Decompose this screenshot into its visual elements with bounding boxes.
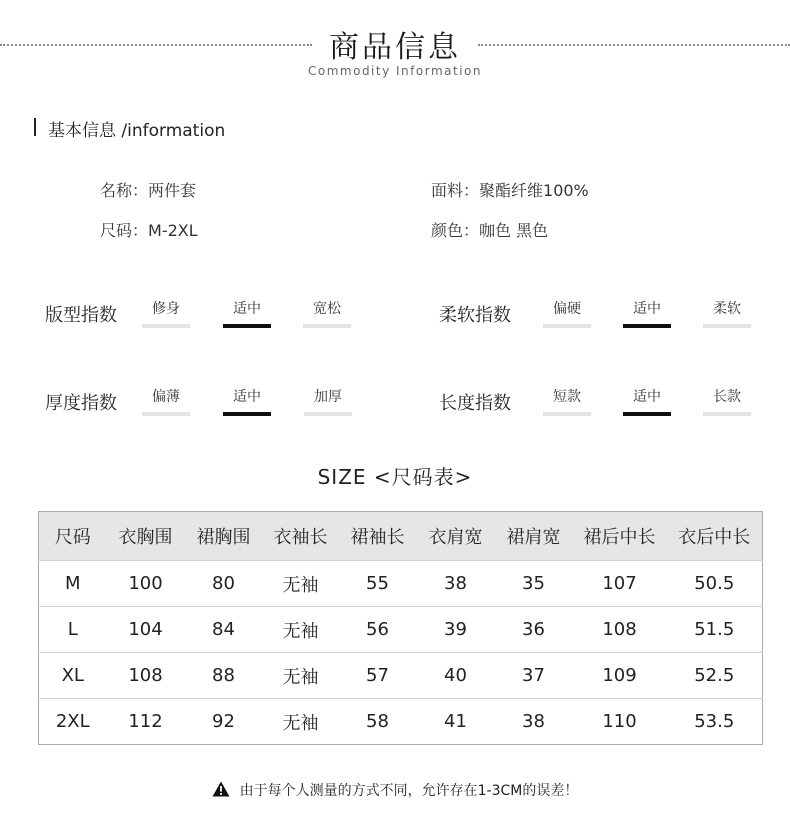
scale-bar xyxy=(304,412,352,416)
table-cell: 109 xyxy=(602,665,637,686)
table-cell: 112 xyxy=(128,711,163,732)
info-size xyxy=(100,218,198,241)
header-cell: 裙袖长 xyxy=(350,527,405,548)
scale-bar xyxy=(623,324,671,328)
table-cell: 40 xyxy=(444,665,467,686)
table-row xyxy=(39,699,763,745)
page-title: 商品信息 xyxy=(329,30,461,65)
info-size-label: 尺码： xyxy=(100,221,149,240)
fit-option-2: 宽松 xyxy=(303,298,351,328)
table-cell: M xyxy=(64,573,81,594)
table-cell: 55 xyxy=(366,573,389,594)
thickness-option-0: 偏薄 xyxy=(142,386,190,416)
info-color-value: 咖色 黑色 xyxy=(479,221,549,240)
size-table-header xyxy=(39,512,763,561)
fit-option-0: 修身 xyxy=(142,298,190,328)
table-cell: 无袖 xyxy=(282,666,319,688)
table-cell: 51.5 xyxy=(694,619,735,640)
table-row xyxy=(39,561,763,607)
scale-bar xyxy=(543,324,591,328)
measurement-note xyxy=(0,780,790,800)
table-cell: 88 xyxy=(212,665,235,686)
table-cell: 无袖 xyxy=(282,620,319,642)
header-cell: 裙胸围 xyxy=(196,527,251,548)
table-cell: 100 xyxy=(128,573,163,594)
scale-bar xyxy=(703,324,751,328)
table-cell: 38 xyxy=(444,573,467,594)
info-fabric-value: 聚酯纤维100% xyxy=(479,181,589,200)
table-cell: 57 xyxy=(366,665,389,686)
thickness-option-1: 适中 xyxy=(223,386,271,416)
scale-bar xyxy=(142,324,190,328)
scale-bar xyxy=(142,412,190,416)
section-marker xyxy=(34,118,36,136)
table-cell: 2XL xyxy=(55,711,90,732)
table-cell: 36 xyxy=(522,619,545,640)
table-cell: 35 xyxy=(522,573,545,594)
table-cell: 108 xyxy=(128,665,163,686)
header-cell: 裙肩宽 xyxy=(506,527,561,548)
table-cell: 无袖 xyxy=(282,712,319,734)
table-cell: 110 xyxy=(602,711,637,732)
info-fabric-label: 面料： xyxy=(431,181,480,200)
header-cell: 衣后中长 xyxy=(678,527,751,548)
table-cell: 80 xyxy=(212,573,235,594)
table-row xyxy=(39,607,763,653)
table-cell: 107 xyxy=(602,573,637,594)
section-title: 基本信息 /information xyxy=(48,121,226,141)
table-cell: 无袖 xyxy=(282,574,319,596)
thickness-option-2: 加厚 xyxy=(304,386,352,416)
info-name xyxy=(100,178,196,201)
header-cell: 衣胸围 xyxy=(118,527,173,548)
table-cell: 104 xyxy=(128,619,163,640)
scale-bar xyxy=(703,412,751,416)
table-cell: 38 xyxy=(522,711,545,732)
header-cell: 尺码 xyxy=(54,527,91,548)
header-cell: 衣袖长 xyxy=(273,527,328,548)
length-index-label: 长度指数 xyxy=(439,393,511,414)
scale-bar xyxy=(223,412,271,416)
scale-bar xyxy=(223,324,271,328)
table-row xyxy=(39,653,763,699)
info-name-value: 两件套 xyxy=(148,181,197,200)
table-cell: 92 xyxy=(212,711,235,732)
table-cell: 37 xyxy=(522,665,545,686)
table-cell: 39 xyxy=(444,619,467,640)
fit-option-1: 适中 xyxy=(223,298,271,328)
size-table-title: SIZE <尺码表> xyxy=(317,465,473,489)
softness-index-label: 柔软指数 xyxy=(439,305,511,326)
table-cell: XL xyxy=(61,665,84,686)
header-cell: 裙后中长 xyxy=(583,527,656,548)
size-table xyxy=(38,511,763,745)
header-cell: 衣肩宽 xyxy=(428,527,483,548)
thickness-index-label: 厚度指数 xyxy=(45,393,117,414)
table-cell: 56 xyxy=(366,619,389,640)
table-cell: 84 xyxy=(212,619,235,640)
table-cell: 41 xyxy=(444,711,467,732)
softness-option-2: 柔软 xyxy=(703,298,751,328)
table-cell: 52.5 xyxy=(694,665,735,686)
table-cell: 58 xyxy=(366,711,389,732)
info-name-label: 名称： xyxy=(100,181,149,200)
table-cell: 108 xyxy=(602,619,637,640)
scale-bar xyxy=(543,412,591,416)
length-option-1: 适中 xyxy=(623,386,671,416)
length-option-0: 短款 xyxy=(543,386,591,416)
info-size-value: M-2XL xyxy=(148,221,198,240)
table-cell: L xyxy=(67,619,78,640)
info-color-label: 颜色： xyxy=(431,221,480,240)
scale-bar xyxy=(623,412,671,416)
table-cell: 50.5 xyxy=(694,573,735,594)
note-text: 由于每个人测量的方式不同，允许存在1-3CM的误差！ xyxy=(239,783,579,799)
fit-index-label: 版型指数 xyxy=(45,305,117,326)
scale-bar xyxy=(303,324,351,328)
page-subtitle: Commodity Information xyxy=(308,64,482,78)
softness-option-1: 适中 xyxy=(623,298,671,328)
warning-icon xyxy=(212,781,230,797)
info-fabric xyxy=(431,178,589,201)
info-color xyxy=(431,218,548,241)
softness-option-0: 偏硬 xyxy=(543,298,591,328)
table-cell: 53.5 xyxy=(694,711,735,732)
length-option-2: 长款 xyxy=(703,386,751,416)
